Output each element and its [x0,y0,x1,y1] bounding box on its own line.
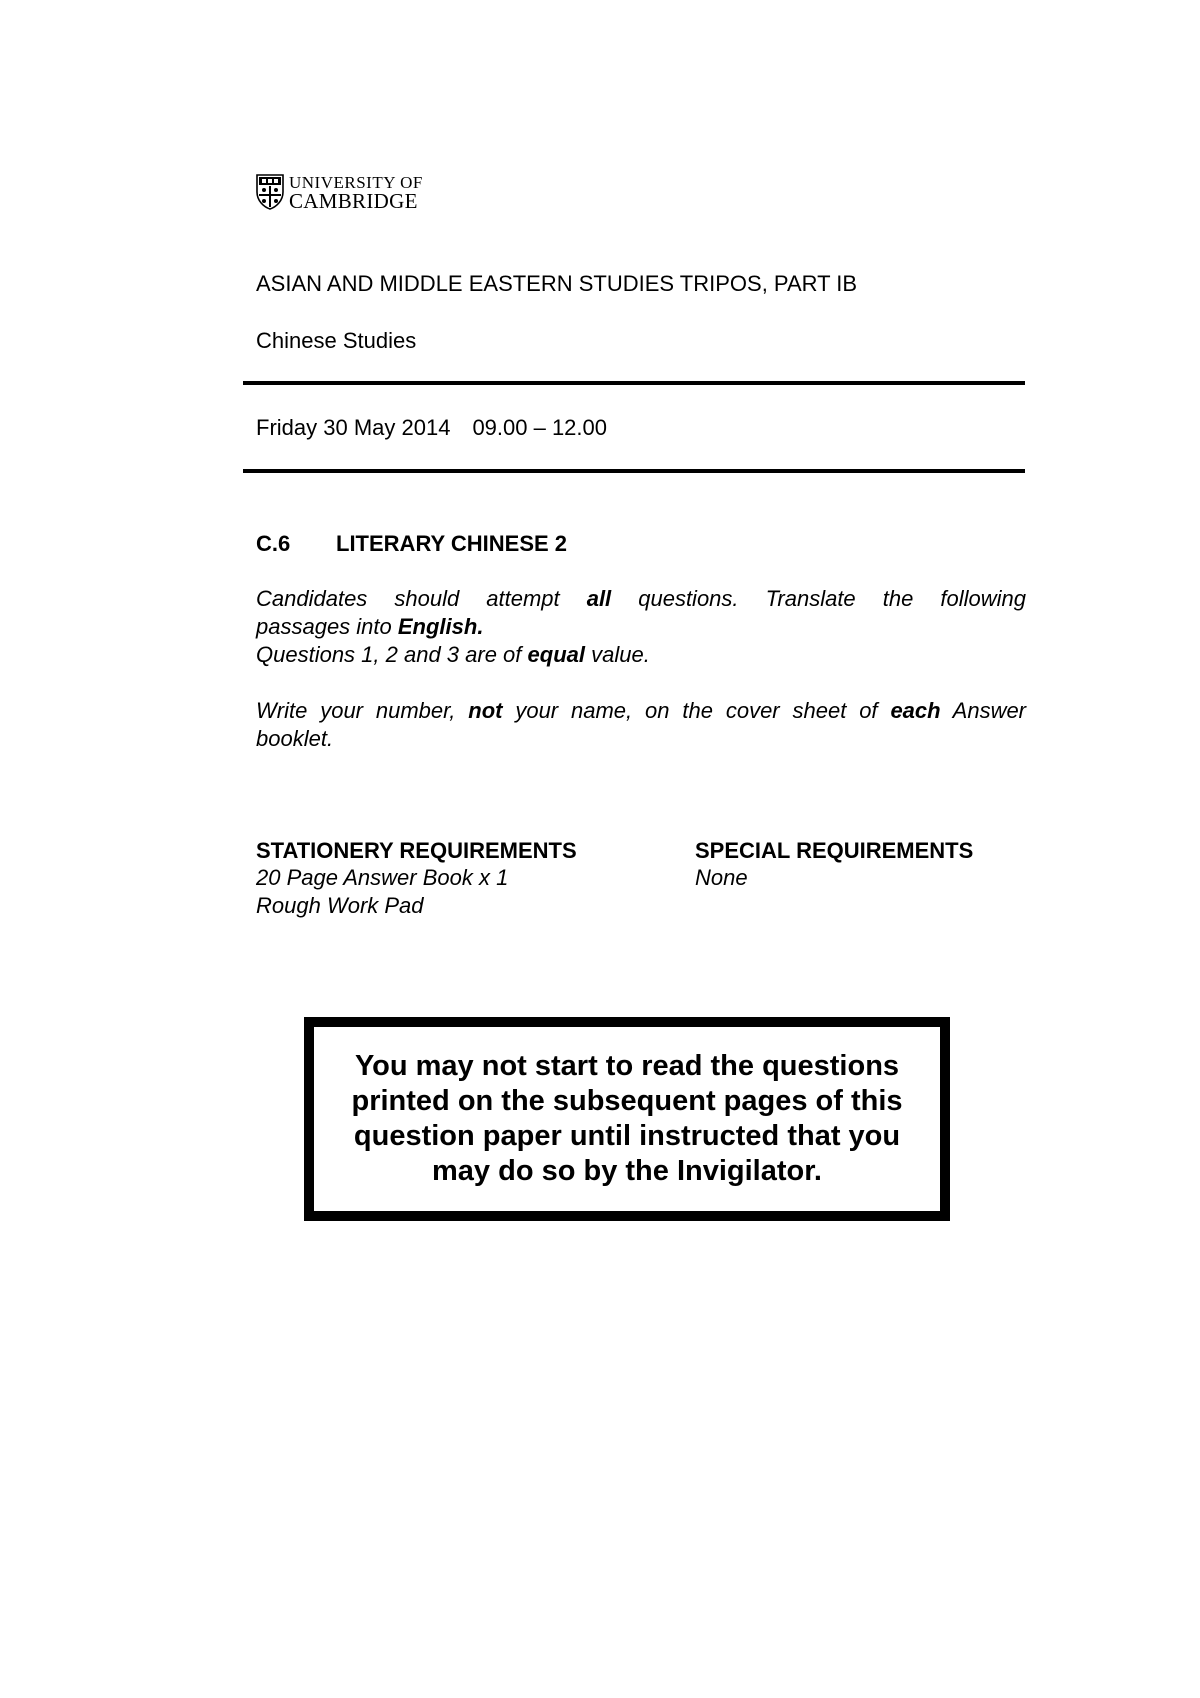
university-logo [256,174,456,214]
instruction-line: Candidates should attempt all questions. Translate the following [256,586,1026,611]
subject-title: Chinese Studies [256,328,417,353]
invigilator-notice-box [304,1017,950,1221]
paper-title: LITERARY CHINESE 2 [336,531,568,556]
special-heading: SPECIAL REQUIREMENTS [695,838,974,863]
stationery-heading: STATIONERY REQUIREMENTS [256,838,577,863]
logo-line-2: CAMBRIDGE [289,189,418,213]
special-requirements [695,838,973,892]
bottom-rule [243,469,1025,473]
special-item: None [695,865,748,890]
instruction-line: booklet. [256,726,334,751]
instruction-line: Questions 1, 2 and 3 are of equal value. [256,642,650,667]
top-rule [243,381,1025,385]
exam-date: Friday 30 May 2014 [256,415,451,440]
stationery-requirements [256,838,577,920]
invigilator-notice-text [327,1049,927,1189]
notice-line: question paper until instructed that you [353,1120,901,1152]
stationery-item: Rough Work Pad [256,893,424,918]
logo-line-1: UNIVERSITY OF [289,173,423,192]
cambridge-shield-icon [256,174,284,210]
exam-time: 09.00 – 12.00 [472,415,608,440]
notice-line: You may not start to read the questions [354,1050,900,1082]
notice-line: may do so by the Invigilator. [432,1155,822,1187]
logo-wordmark [289,173,423,213]
instructions-block [256,585,1026,669]
candidate-number-instructions [256,697,1026,753]
exam-datetime [256,415,607,441]
notice-line: printed on the subsequent pages of this [351,1085,903,1117]
stationery-item: 20 Page Answer Book x 1 [256,865,509,890]
instruction-line: passages into English. [256,614,484,639]
paper-code: C.6 [256,531,291,556]
tripos-title: ASIAN AND MIDDLE EASTERN STUDIES TRIPOS, PART IB [256,271,858,296]
instruction-line: Write your number, not your name, on the cover sheet of each Answer [256,698,1027,723]
